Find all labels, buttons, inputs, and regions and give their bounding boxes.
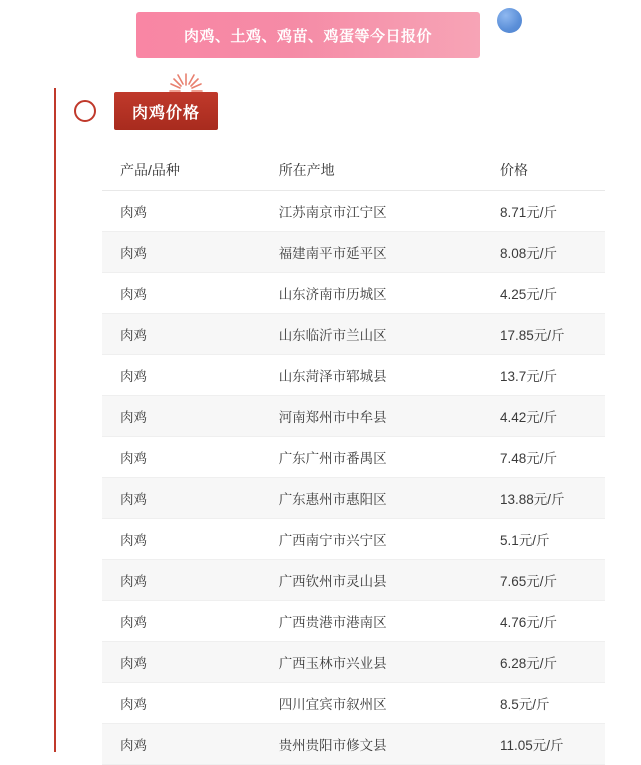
- cell-product: 肉鸡: [120, 656, 147, 671]
- table-row: [102, 683, 605, 724]
- table-body: [102, 191, 605, 765]
- cell-product: 肉鸡: [120, 451, 147, 466]
- cell-origin: 广西钦州市灵山县: [278, 574, 387, 589]
- cell-price: 8.5元/斤: [500, 697, 550, 712]
- cell-origin: 广西南宁市兴宁区: [278, 533, 387, 548]
- cell-price: 4.76元/斤: [500, 615, 558, 630]
- cell-price: 8.71元/斤: [500, 205, 558, 220]
- table-row: [102, 478, 605, 519]
- cell-origin: 四川宜宾市叙州区: [278, 697, 387, 712]
- cell-price: 5.1元/斤: [500, 533, 550, 548]
- table-header-row: [102, 150, 605, 191]
- table-row: [102, 560, 605, 601]
- section-tab-chicken-price[interactable]: [114, 92, 218, 130]
- table-row: [102, 232, 605, 273]
- table-row: [102, 519, 605, 560]
- section-tab-label: 肉鸡价格: [132, 104, 201, 122]
- table-row: [102, 355, 605, 396]
- cell-product: 肉鸡: [120, 533, 147, 548]
- cell-origin: 山东菏泽市郓城县: [278, 369, 387, 384]
- table-row: [102, 437, 605, 478]
- cell-origin: 广西贵港市港南区: [278, 615, 387, 630]
- cell-origin: 贵州贵阳市修文县: [278, 738, 387, 753]
- cell-product: 肉鸡: [120, 615, 147, 630]
- cell-product: 肉鸡: [120, 492, 147, 507]
- blue-dot-decoration: [497, 8, 522, 33]
- table-header: [102, 150, 605, 191]
- table-row: [102, 314, 605, 355]
- cell-product: 肉鸡: [120, 205, 147, 220]
- cell-product: 肉鸡: [120, 369, 147, 384]
- column-header-price: 价格: [482, 150, 605, 191]
- column-header-product: 产品/品种: [102, 150, 261, 191]
- cell-product: 肉鸡: [120, 410, 147, 425]
- price-table: [102, 150, 605, 765]
- cell-price: 4.42元/斤: [500, 410, 558, 425]
- table-row: [102, 642, 605, 683]
- cell-origin: 广东广州市番禺区: [278, 451, 387, 466]
- cell-price: 8.08元/斤: [500, 246, 558, 261]
- cell-product: 肉鸡: [120, 287, 147, 302]
- cell-price: 7.48元/斤: [500, 451, 558, 466]
- cell-product: 肉鸡: [120, 246, 147, 261]
- cell-product: 肉鸡: [120, 574, 147, 589]
- table-row: [102, 724, 605, 765]
- table-row: [102, 601, 605, 642]
- table-row: [102, 191, 605, 232]
- table-row: [102, 273, 605, 314]
- cell-price: 4.25元/斤: [500, 287, 558, 302]
- cell-origin: 广西玉林市兴业县: [278, 656, 387, 671]
- cell-origin: 广东惠州市惠阳区: [278, 492, 387, 507]
- column-header-origin: 所在产地: [261, 150, 482, 191]
- cell-origin: 山东济南市历城区: [278, 287, 387, 302]
- cell-price: 6.28元/斤: [500, 656, 558, 671]
- cell-price: 7.65元/斤: [500, 574, 558, 589]
- vertical-rail-divider: [54, 88, 56, 752]
- cell-price: 11.05元/斤: [500, 738, 564, 753]
- cell-price: 13.88元/斤: [500, 492, 565, 507]
- cell-origin: 河南郑州市中牟县: [278, 410, 387, 425]
- cell-product: 肉鸡: [120, 697, 147, 712]
- cell-price: 17.85元/斤: [500, 328, 565, 343]
- cell-product: 肉鸡: [120, 738, 147, 753]
- cell-product: 肉鸡: [120, 328, 147, 343]
- table-row: [102, 396, 605, 437]
- page-banner: [136, 12, 480, 58]
- cell-origin: 江苏南京市江宁区: [278, 205, 387, 220]
- banner-title: 肉鸡、土鸡、鸡苗、鸡蛋等今日报价: [183, 27, 432, 45]
- cell-origin: 福建南平市延平区: [278, 246, 387, 261]
- cell-price: 13.7元/斤: [500, 369, 558, 384]
- section-circle-marker: [74, 100, 96, 122]
- cell-origin: 山东临沂市兰山区: [278, 328, 387, 343]
